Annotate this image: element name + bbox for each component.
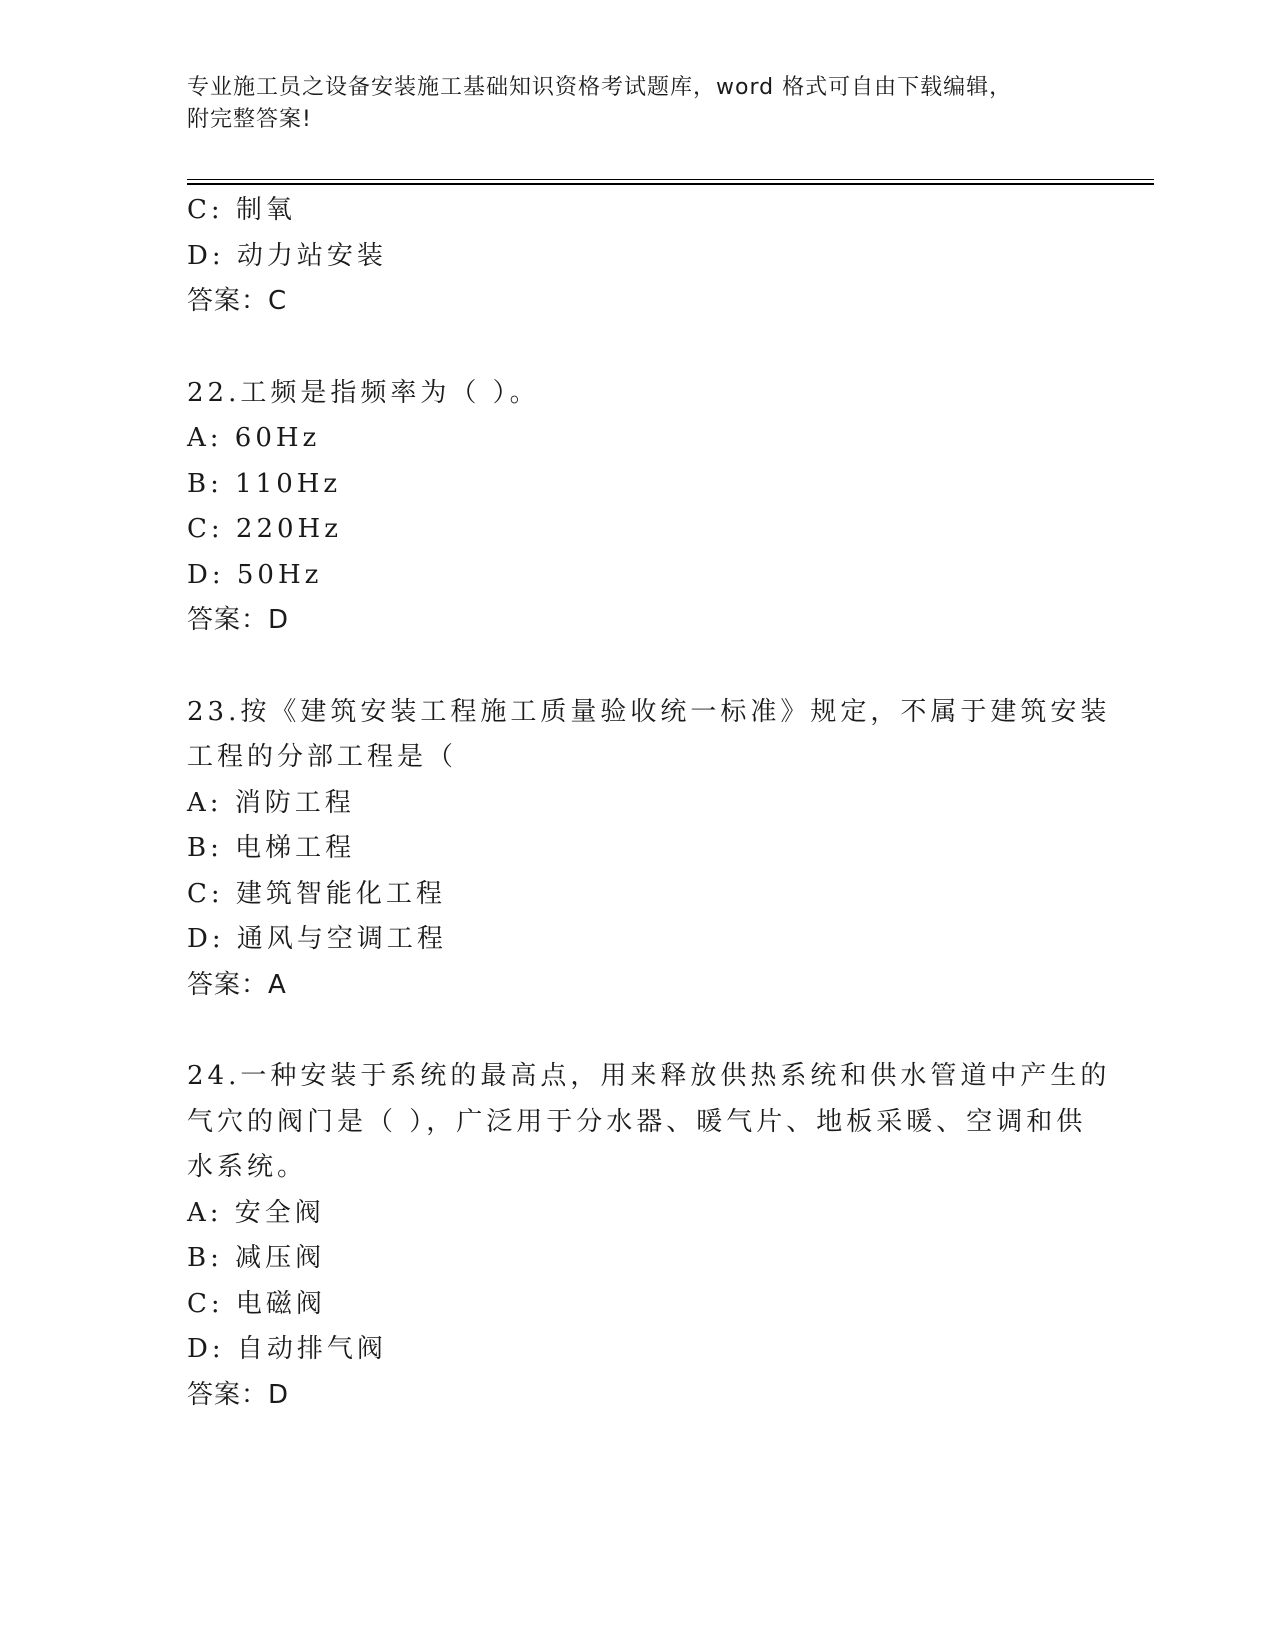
page-header <box>187 72 1067 136</box>
option-d: D: 自动排气阀 <box>187 1334 387 1364</box>
option-c: C: 电磁阀 <box>187 1288 326 1319</box>
question-text-line-2: 气穴的阀门是（ ），广泛用于分水器、暖气片、地板采暖、空调和供 <box>187 1106 1087 1137</box>
option-c: C: 建筑智能化工程 <box>187 878 446 909</box>
question-text-line-3: 水系统。 <box>187 1152 308 1182</box>
answer: 答案：D <box>187 605 290 635</box>
spacer <box>187 1008 1087 1054</box>
option-a: A: 安全阀 <box>187 1197 325 1228</box>
option-d: D: 动力站安装 <box>187 240 387 271</box>
header-divider <box>187 179 1154 185</box>
answer: 答案：C <box>187 286 288 316</box>
spacer <box>187 325 1087 371</box>
question-text-line-1: 23.按《建筑安装工程施工质量验收统一标准》规定，不属于建筑安装 <box>187 696 1111 727</box>
option-d: D: 通风与空调工程 <box>187 924 447 954</box>
answer: 答案：A <box>187 969 287 1000</box>
question-block-22 <box>187 371 1087 644</box>
option-a: A: 消防工程 <box>187 787 355 818</box>
option-b: B: 减压阀 <box>187 1243 326 1273</box>
header-line-1: 专业施工员之设备安装施工基础知识资格考试题库，word 格式可自由下载编辑， <box>187 75 1013 100</box>
option-b: B: 110Hz <box>187 468 342 499</box>
question-text-line-2: 工程的分部工程是（ <box>187 742 458 772</box>
option-c: C: 制氧 <box>187 195 296 225</box>
option-a: A: 60Hz <box>187 423 321 453</box>
answer: 答案：D <box>187 1379 290 1410</box>
option-c: C: 220Hz <box>187 514 342 544</box>
question-block-prev <box>187 188 1087 325</box>
header-line-2: 附完整答案! <box>187 107 312 132</box>
question-text-line-1: 24.一种安装于系统的最高点，用来释放供热系统和供水管道中产生的 <box>187 1061 1111 1091</box>
option-b: B: 电梯工程 <box>187 833 356 863</box>
document-body <box>187 188 1111 1418</box>
question-block-23 <box>187 690 1111 1009</box>
question-text: 22.工频是指频率为（ ）。 <box>187 377 540 408</box>
option-d: D: 50Hz <box>187 559 323 590</box>
spacer <box>187 644 1087 690</box>
question-block-24 <box>187 1054 1111 1418</box>
